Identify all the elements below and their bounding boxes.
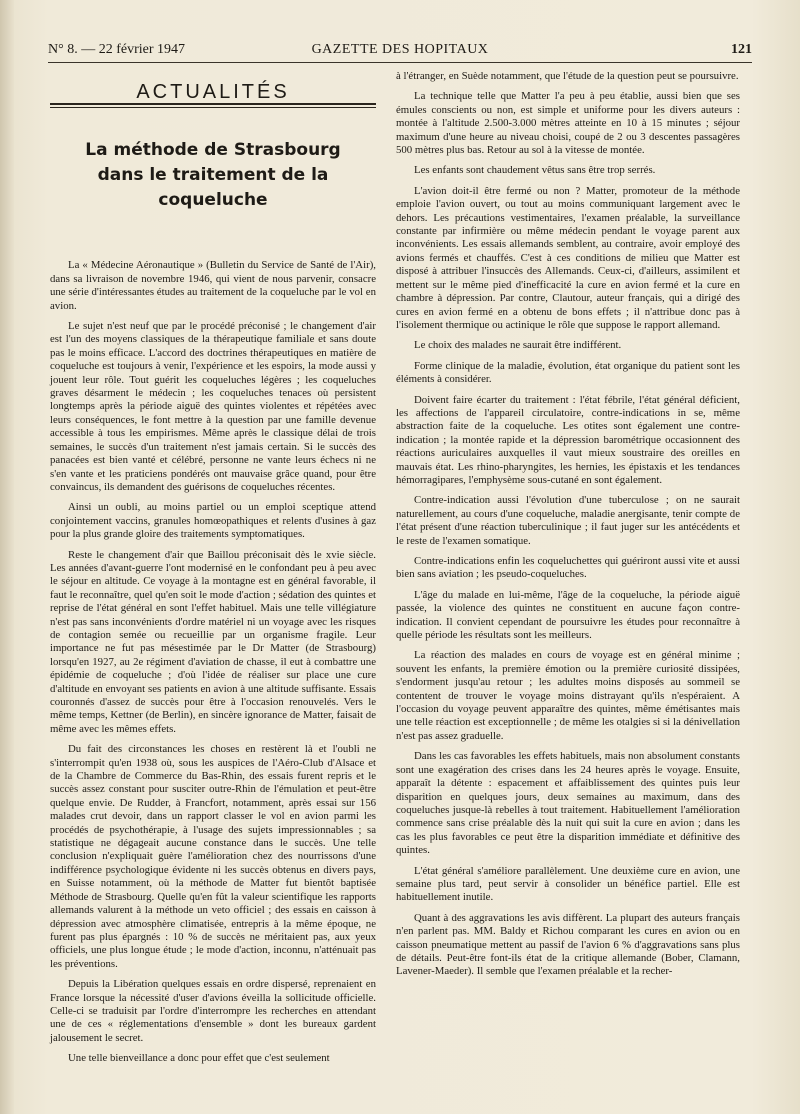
right-paragraph: L'état général s'améliore parallèlement. Une deuxième cure en avion, une semaine plus tard, peut servir à consolider un bénéfice partiel. Elle est habituellement inutile. <box>396 864 740 904</box>
left-column <box>50 70 376 1073</box>
left-paragraph: La « Médecine Aéronautique » (Bulletin du Service de Santé de l'Air), dans sa livraison de novembre 1946, qui vient de nous parvenir, consacre une série d'intéressantes études au traitement de la coqueluche par le vol en avion. <box>50 259 376 312</box>
right-paragraph: L'avion doit-il être fermé ou non ? Matter, promoteur de la méthode emploie l'avion ouvert, ou tout au moins communiquant largement avec le dehors. Les précautions vestimentaires, l'examen préalable, la surveillance constante par infirmière ou même médecin pendant le voyage parent aux inconvénients. Les essais allemands semblent, au contraire, avoir employé des avions fermés et chauffés. C'est à ces conditions de milieu que Matter est disposé à attribuer l'insuccès des Allemands. Ceux-ci, d'ailleurs, assimilent et mettent sur le même pied d'inefficacité la cure en avion fermé et la cure en chambre à dépression. Par contre, Clautour, auteur français, qui a dirigé des cures en avion fermé en a obtenu de bons effets ; il n'attribue donc pas à l'isolement thermique ou actinique le rôle que suppose le rapport allemand. <box>396 184 740 331</box>
right-paragraph: Quant à des aggravations les avis diffèrent. La plupart des auteurs français n'en parlent pas. MM. Baldy et Richou comparant les cures en avion ou en caisson pneumatique mettent au passif de l'avion 6 % d'aggravations sans plus de détails. Peut-être font-ils état de la critique allemande (Bober, Clamann, Lavener-Maeder). Il semble que l'examen préalable et la recher- <box>396 911 740 978</box>
left-paragraph: Du fait des circonstances les choses en restèrent là et l'oubli ne s'interrompit qu'en 1938 où, sous les auspices de l'Aéro-Club d'Alsace et de la Chambre de Commerce du Bas-Rhin, des essais furent repris et le succès assez constant pour susciter outre-Rhin de l'émulation et peut-être quelque envie. De Rudder, à Francfort, notamment, après essai sur 156 malades crut devoir, dans un rapport classer le vol en avion parmi les procédés de psychothérapie, à l'usage des sujets impressionnables ; sa statistique ne dégageait aucune constance dans le succès. Une telle conclusion n'expliquait guère l'amélioration chez des nourrissons d'une indifférence psychologique évidente ni les succès obtenus en divers pays, en Suisse notamment, où la méthode de Matter fut bientôt baptisée Méthode de Strasbourg. Quelle qu'en fût la valeur scientifique les rapports allemands valurent à la méthode un veto officiel ; des essais en caisson à dépression avec atmosphère climatisée, entrepris à la même époque, ne furent pas plus épargnés : 10 % de succès ne méritaient pas, aux yeux officiels, une plus longue étude ; le mode d'action, inconnu, n'atténuait pas les préventions. <box>50 743 376 970</box>
right-paragraph: Contre-indication aussi l'évolution d'une tuberculose ; on ne saurait naturellement, au cours d'une coqueluche, maladie anergisante, tenir compte de l'état présent d'une réaction tuberculinique ; il faut juger sur les antécédents et le reste de l'examen somatique. <box>396 494 740 547</box>
section-title: ACTUALITÉS <box>136 81 290 103</box>
right-paragraph: La réaction des malades en cours de voyage est en général minime ; souvent les enfants, la première émotion ou la première curiosité dissipées, s'endorment jusqu'au retour ; les adultes moins disposés au sommeil se contentent de trouver le voyage moins distrayant qu'ils n'espéraient. A l'occasion du voyage peuvent apparaître des quintes, même émétisantes mais une telle réaction est exceptionnelle ; de même les otalgies si si la dénivellation n'est pas assez graduelle. <box>396 649 740 742</box>
running-header <box>48 40 752 62</box>
right-paragraph: Les enfants sont chaudement vêtus sans être trop serrés. <box>414 164 656 177</box>
right-paragraph: Forme clinique de la maladie, évolution, état organique du patient sont les éléments à considérer. <box>396 359 740 386</box>
header-rule <box>48 62 752 63</box>
left-paragraph: Une telle bienveillance a donc pour effet que c'est seulement <box>68 1052 330 1065</box>
right-paragraph: Le choix des malades ne saurait être indifférent. <box>414 339 622 352</box>
right-paragraph: La technique telle que Matter l'a peu à peu établie, aussi bien que ses émules conscients ou non, est simple et uniforme pour les divers auteurs : montée à l'altitude 2.500-3.000 mètres atteinte en 10 à 15 minutes ; séjour maximum d'une heure au niveau choisi, coupé de 2 ou 3 descentes passagères 500 mètres plus bas. Retour au sol à la vitesse de montée. <box>396 90 740 157</box>
right-column <box>396 70 740 986</box>
article-title-line-2: dans le traitement de la coqueluche <box>97 165 329 211</box>
article-title-line-1: La méthode de Strasbourg <box>85 140 341 161</box>
left-paragraph: Le sujet n'est neuf que par le procédé préconisé ; le changement d'air est l'un des moyens classiques de la thérapeutique familiale et sans doute pas le moins efficace. L'accord des doctrines thérapeutiques en matière de coqueluche est toujours à venir, l'expérience et les espoirs, la mode aussi y jouent leur rôle. Tout guérit les coqueluches légères ; les coqueluches graves désarment le médecin ; les coqueluches tenaces où persistent longtemps après la période aiguë des quintes violentes et répétées avec leurs conséquences, le font mettre à la question par une famille devenue accessible à tous les empirismes. Même après le classique délai de trois semaines, le succès d'un traitement n'est jamais certain. Si le succès des panacées est bien vanté et célébré, personne ne vante leurs échecs ni ne s'en vante et les praticiens pondérés ont mauvaise grâce quand, pour être convaincus, ils demandent des guérisons de coqueluches récentes. <box>50 320 376 493</box>
article-title <box>50 138 376 213</box>
right-paragraph: Contre-indications enfin les coqueluchettes qui guériront aussi vite et aussi bien sans aviation ; les pseudo-coqueluches. <box>396 555 740 581</box>
page-number: 121 <box>731 42 752 57</box>
section-rule-thick <box>50 103 376 105</box>
journal-name: GAZETTE DES HOPITAUX <box>311 42 489 57</box>
right-paragraph: Doivent faire écarter du traitement : l'état fébrile, l'état général déficient, les affections de l'appareil circulatoire, contre-indications in se, même abstraction faite de la coqueluche. Les otites sont également une contre-indication ; la montée rapide et la dépression barométrique occasionnent des réactions auriculaires auxquelles il vaut mieux soustraire des oreilles en mauvais état. Les rhino-pharyngites, les hernies, les épistaxis et les tendances hémorragipares, l'emphysème sous-cutané en sont également. <box>396 393 740 486</box>
left-paragraph: Reste le changement d'air que Baillou préconisait dès le xvie siècle. Les années d'avant-guerre l'ont modernisé en le confondant peu à peu avec le séjour en altitude. Ce voyage à la montagne est en général favorable, il faut le reconnaître, quel qu'en soit le mode d'action ; sédation des quintes et reprise de l'état général en sont l'effet habituel. Mais une telle villégiature n'est pas sans inconvénients d'ordre matériel ni un voyage avec les risques de contagion semée ou recueillie par un organisme fragile. Leur importance ne fut pas mésestimée par le Dr Matter (de Strasbourg) lorsqu'en 1927, au 2e régiment d'aviation de chasse, il eut à combattre une épidémie de coqueluche ; d'où l'idée de réaliser sur place une cure d'altitude en envoyant ses patients en avion à une altitude suffisante. Essais couronnés d'assez de succès pour être à l'occasion renouvelés. Vers le même temps, Kettner (de Berlin), en sincère ignorance de Matter, faisait de même avec les mêmes effets. <box>50 548 376 735</box>
right-paragraph: à l'étranger, en Suède notamment, que l'étude de la question peut se poursuivre. <box>396 70 739 82</box>
page-spine-shadow <box>0 0 14 1114</box>
issue-date: N° 8. — 22 février 1947 <box>48 42 186 57</box>
right-paragraph: L'âge du malade en lui-même, l'âge de la coqueluche, la période aiguë passée, la violence des quintes ne constituent en aucune façon contre-indication. Il convient cependant de poursuivre les études pour reconnaître à quelle période les résultats sont les meilleurs. <box>396 588 740 642</box>
right-paragraph: Dans les cas favorables les effets habituels, mais non absolument constants sont une exagération des crises dans les 24 heures après le voyage. Ensuite, apparaît la détente : espacement et affaiblissement des quintes puis leur disparition en quelques jours, deux semaines au maximum, dans des coqueluches jusque-là rebelles à tout traitement. Habituellement l'amélioration commence sans crise préalable dès la nuit qui suit la cure en avion ; dans les cas les plus favorables ce peut être la disparition immédiate et définitive des quintes. <box>396 750 740 857</box>
left-paragraph: Depuis la Libération quelques essais en ordre dispersé, reprenaient en France lorsque la nécessité d'user d'avions éveilla la sollicitude officielle. Celle-ci se traduisit par l'ordre d'interrompre les recherches en attendant une de ces « réglementations d'ensemble » dont les bureaux gardent jalousement le secret. <box>50 978 376 1044</box>
section-rule-thin <box>50 107 376 108</box>
left-paragraph: Ainsi un oubli, au moins partiel ou un emploi sceptique attend conjointement vaccins, granules homœopathiques et relents d'usines à gaz pour la plus grande gloire des traitements symptomatiques. <box>50 501 376 541</box>
